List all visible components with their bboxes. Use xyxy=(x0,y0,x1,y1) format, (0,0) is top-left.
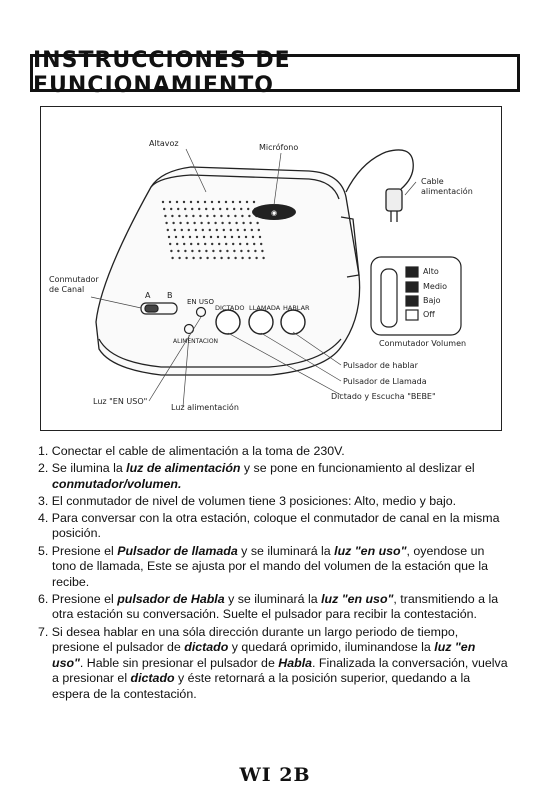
grille-dot xyxy=(216,229,218,231)
grille-dot xyxy=(223,229,225,231)
instruction-emphasis: pulsador de Habla xyxy=(117,591,225,606)
grille-dot xyxy=(205,250,207,252)
grille-dot xyxy=(179,222,181,224)
instruction-list xyxy=(38,444,508,704)
label-conmutador-canal: Conmutador de Canal xyxy=(49,275,99,294)
grille-dot xyxy=(177,250,179,252)
label-luz-alimentacion: Luz alimentación xyxy=(171,403,239,412)
grille-dot xyxy=(169,201,171,203)
instruction-text: 4. Para conversar con la otra estación, coloque el conmutador de canal en la misma posición. xyxy=(38,510,500,541)
grille-dot xyxy=(244,229,246,231)
instruction-item xyxy=(38,494,508,510)
grille-dot xyxy=(224,236,226,238)
grille-dot xyxy=(242,222,244,224)
grille-dot xyxy=(171,215,173,217)
label-pulsador-hablar: Pulsador de hablar xyxy=(343,361,418,370)
grille-dot xyxy=(246,201,248,203)
grille-dot xyxy=(188,229,190,231)
grille-dot xyxy=(163,208,165,210)
svg-text:◉: ◉ xyxy=(270,209,278,217)
grille-dot xyxy=(233,208,235,210)
grille-dot xyxy=(248,257,250,259)
grille-dot xyxy=(214,222,216,224)
title-box xyxy=(30,48,520,98)
grille-dot xyxy=(206,257,208,259)
grille-dot xyxy=(177,208,179,210)
grille-dot xyxy=(183,201,185,203)
grille-dot xyxy=(193,222,195,224)
instruction-text: 3. El conmutador de nivel de volumen tiene 3 posiciones: Alto, medio y bajo. xyxy=(38,493,457,508)
label-llamada-device: LLAMADA xyxy=(249,304,281,312)
instruction-emphasis: Habla xyxy=(278,655,313,670)
label-pulsador-llamada: Pulsador de Llamada xyxy=(343,377,427,386)
grille-dot xyxy=(175,236,177,238)
grille-dot xyxy=(181,229,183,231)
grille-dot xyxy=(259,236,261,238)
instruction-text: 7. Si desea hablar en una sóla dirección durante un largo periodo de tiempo, presione el pulsador de xyxy=(38,624,459,655)
grille-dot xyxy=(189,236,191,238)
grille-dot xyxy=(213,257,215,259)
grille-dot xyxy=(196,236,198,238)
grille-dot xyxy=(200,222,202,224)
grille-dot xyxy=(239,201,241,203)
grille-dot xyxy=(249,222,251,224)
device-figure xyxy=(40,106,502,431)
grille-dot xyxy=(168,236,170,238)
grille-dot xyxy=(204,201,206,203)
grille-dot xyxy=(226,250,228,252)
grille-dot xyxy=(254,250,256,252)
grille-dot xyxy=(228,222,230,224)
label-alto: Alto xyxy=(423,267,439,276)
grille-dot xyxy=(245,236,247,238)
grille-dot xyxy=(256,222,258,224)
grille-dot xyxy=(227,215,229,217)
grille-dot xyxy=(248,215,250,217)
grille-dot xyxy=(170,208,172,210)
grille-dot xyxy=(170,250,172,252)
label-off: Off xyxy=(423,310,435,319)
grille-dot xyxy=(262,257,264,259)
grille-dot xyxy=(234,257,236,259)
grille-dot xyxy=(212,208,214,210)
label-dictado-device: DICTADO xyxy=(215,304,245,312)
dictado-button[interactable] xyxy=(216,310,240,334)
instruction-item xyxy=(38,592,508,623)
grille-dot xyxy=(218,201,220,203)
llamada-button[interactable] xyxy=(249,310,273,334)
grille-dot xyxy=(184,250,186,252)
instruction-item xyxy=(38,444,508,460)
grille-dot xyxy=(241,257,243,259)
grille-dot xyxy=(171,257,173,259)
instruction-emphasis: Pulsador de llamada xyxy=(117,543,238,558)
grille-dot xyxy=(186,222,188,224)
power-cable xyxy=(346,150,413,222)
instruction-text: 5. Presione el xyxy=(38,543,118,558)
grille-dot xyxy=(253,201,255,203)
instruction-item xyxy=(38,461,508,492)
grille-dot xyxy=(220,257,222,259)
grille-dot xyxy=(234,215,236,217)
grille-dot xyxy=(247,208,249,210)
grille-dot xyxy=(240,250,242,252)
instruction-text: , transmitiendo a la otra estación su conversación. Suelte el pulsador para recibir la contestación. xyxy=(52,591,499,622)
grille-dot xyxy=(212,250,214,252)
grille-dot xyxy=(218,243,220,245)
grille-dot xyxy=(220,215,222,217)
grille-dot xyxy=(182,236,184,238)
grille-dot xyxy=(192,257,194,259)
label-medio: Medio xyxy=(423,282,448,291)
grille-dot xyxy=(207,222,209,224)
grille-dot xyxy=(246,243,248,245)
grille-dot xyxy=(261,250,263,252)
instruction-emphasis: luz de alimentación xyxy=(126,461,241,476)
grille-dot xyxy=(185,215,187,217)
grille-dot xyxy=(178,257,180,259)
instruction-text: y se iluminará la xyxy=(237,543,335,558)
grille-dot xyxy=(190,201,192,203)
volume-switch-inset xyxy=(371,257,461,335)
instruction-emphasis: conmutador/volumen. xyxy=(52,476,182,491)
grille-dot xyxy=(239,243,241,245)
instruction-item xyxy=(38,625,508,703)
grille-dot xyxy=(205,208,207,210)
grille-dot xyxy=(232,201,234,203)
grille-dot xyxy=(217,236,219,238)
instruction-text: . Finalizada la conversación, vuelva a presionar el xyxy=(52,655,508,686)
grille-dot xyxy=(199,257,201,259)
grille-dot xyxy=(204,243,206,245)
intercom-body xyxy=(96,167,360,375)
grille-dot xyxy=(221,222,223,224)
grille-dot xyxy=(209,229,211,231)
grille-dot xyxy=(203,236,205,238)
grille-dot xyxy=(197,243,199,245)
instruction-text: 6. Presione el xyxy=(38,591,118,606)
grille-dot xyxy=(258,229,260,231)
instruction-emphasis: luz "en uso" xyxy=(321,591,394,606)
grille-dot xyxy=(162,201,164,203)
grille-dot xyxy=(253,243,255,245)
grille-dot xyxy=(238,236,240,238)
grille-dot xyxy=(169,243,171,245)
grille-dot xyxy=(198,250,200,252)
grille-dot xyxy=(199,215,201,217)
grille-dot xyxy=(219,208,221,210)
hablar-button[interactable] xyxy=(281,310,305,334)
label-conmutador-volumen: Conmutador Volumen xyxy=(379,339,467,348)
label-alimentacion-device: ALIMENTACION xyxy=(173,338,219,345)
grille-dot xyxy=(191,250,193,252)
grille-dot xyxy=(197,201,199,203)
grille-dot xyxy=(247,250,249,252)
label-bajo: Bajo xyxy=(423,296,441,305)
grille-dot xyxy=(225,201,227,203)
grille-dot xyxy=(237,229,239,231)
grille-dot xyxy=(231,236,233,238)
grille-dot xyxy=(191,208,193,210)
grille-dot xyxy=(233,250,235,252)
label-altavoz: Altavoz xyxy=(149,139,179,148)
grille-dot xyxy=(251,229,253,231)
grille-dot xyxy=(240,208,242,210)
grille-dot xyxy=(174,229,176,231)
grille-dot xyxy=(210,236,212,238)
grille-dot xyxy=(164,215,166,217)
instruction-text: . Hable sin presionar el pulsador de xyxy=(79,655,279,670)
instruction-text: y se iluminará la xyxy=(224,591,322,606)
instruction-text: 2. Se ilumina la xyxy=(38,461,127,476)
label-luz-en-uso: Luz "EN USO" xyxy=(93,397,148,406)
grille-dot xyxy=(225,243,227,245)
grille-dot xyxy=(260,243,262,245)
grille-dot xyxy=(190,243,192,245)
microphone-icon xyxy=(252,204,296,220)
instruction-text: 1. Conectar el cable de alimentación a la toma de 230V. xyxy=(38,444,345,458)
instruction-text: , oyendose un tono de llamada, Este se ajusta por el mando del volumen de la estación que la recibe. xyxy=(52,543,489,589)
grille-dot xyxy=(202,229,204,231)
label-cable: Cable alimentación xyxy=(421,177,473,196)
grille-dot xyxy=(176,243,178,245)
grille-dot xyxy=(235,222,237,224)
grille-dot xyxy=(219,250,221,252)
grille-dot xyxy=(230,229,232,231)
label-dictado-escucha: Dictado y Escucha "BEBE" xyxy=(331,392,436,401)
grille-dot xyxy=(183,243,185,245)
grille-dot xyxy=(165,222,167,224)
grille-dot xyxy=(241,215,243,217)
grille-dot xyxy=(172,222,174,224)
grille-dot xyxy=(178,215,180,217)
grille-dot xyxy=(211,201,213,203)
grille-dot xyxy=(255,257,257,259)
instruction-emphasis: luz "en uso" xyxy=(334,543,407,558)
label-microfono: Micrófono xyxy=(259,143,299,152)
grille-dot xyxy=(167,229,169,231)
instruction-emphasis: dictado xyxy=(130,671,175,686)
instruction-item xyxy=(38,544,508,591)
grille-dot xyxy=(211,243,213,245)
page-title: INSTRUCCIONES DE FUNCIONAMIENTO xyxy=(33,48,291,98)
grille-dot xyxy=(227,257,229,259)
label-canal-a: A xyxy=(145,291,151,300)
grille-dot xyxy=(226,208,228,210)
grille-dot xyxy=(192,215,194,217)
label-en-uso-device: EN USO xyxy=(187,298,214,306)
instruction-text: y quedará oprimido, iluminandose la xyxy=(228,640,435,655)
grille-dot xyxy=(252,236,254,238)
instruction-item xyxy=(38,511,508,542)
grille-dot xyxy=(213,215,215,217)
grille-dot xyxy=(198,208,200,210)
grille-dot xyxy=(184,208,186,210)
label-canal-b: B xyxy=(167,291,173,300)
instruction-emphasis: dictado xyxy=(184,640,229,655)
grille-dot xyxy=(232,243,234,245)
grille-dot xyxy=(195,229,197,231)
model-footer: WI 2B xyxy=(239,764,311,786)
instruction-text: y éste retornará a la posición superior, quedando a la espera de la contestación. xyxy=(52,671,471,701)
grille-dot xyxy=(185,257,187,259)
grille-dot xyxy=(206,215,208,217)
instruction-emphasis: luz "en uso" xyxy=(52,640,476,670)
grille-dot xyxy=(176,201,178,203)
label-hablar-device: HABLAR xyxy=(283,304,310,312)
instruction-text: y se pone en funcionamiento al deslizar el xyxy=(240,461,475,476)
